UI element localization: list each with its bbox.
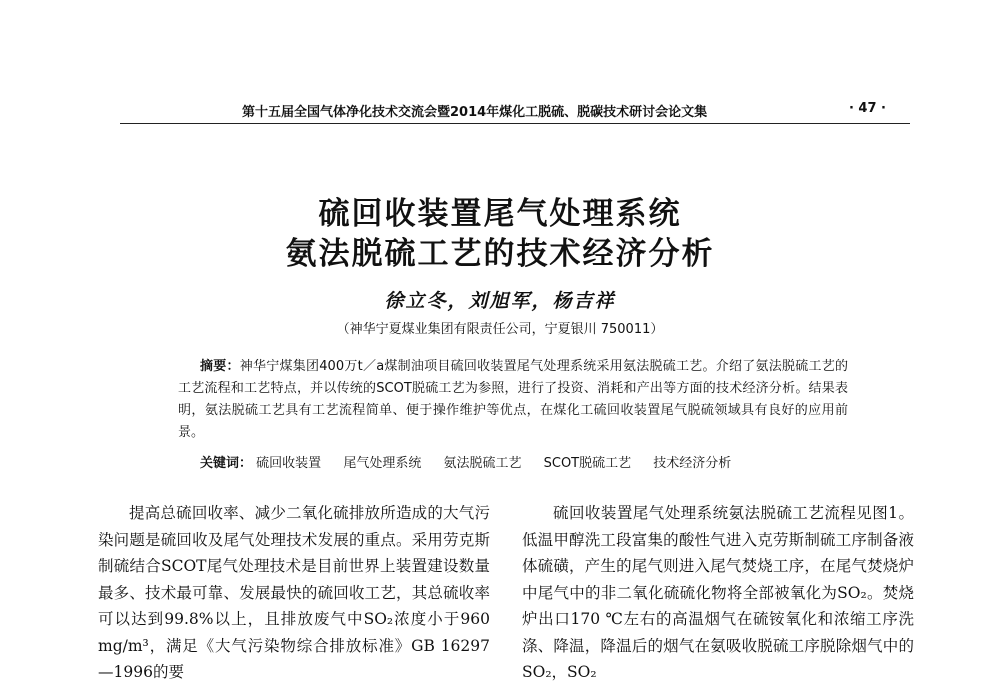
body-paragraph: 硫回收装置尾气处理系统氨法脱硫工艺流程见图1。低温甲醇洗工段富集的酸性气进入克劳斯制硫工序制备液体硫磺，产生的尾气则进入尾气焚烧工序，在尾气焚烧炉中尾气中的非二氧化硫硫化物将全部被氧化为SO₂。焚烧炉出口170 ℃左右的高温烟气在硫铵氧化和浓缩工序洗涤、降温，降温后的烟气在氨吸收脱硫工序脱除烟气中的SO₂，SO₂: [522, 504, 914, 681]
affiliation: （神华宁夏煤业集团有限责任公司，宁夏银川 750011）: [336, 322, 664, 337]
paper-title-line-2: 氨法脱硫工艺的技术经济分析: [285, 236, 715, 272]
running-header: [120, 101, 910, 124]
body-paragraph: 提高总硫回收率、减少二氧化硫排放所造成的大气污染问题是硫回收及尾气处理技术发展的重点。采用劳克斯制硫结合SCOT尾气处理技术是目前世界上装置建设数量最多、技术最可靠、发展最快的硫回收工艺，其总硫收率可以达到99.8%以上，且排放废气中SO₂浓度小于960 mg/m³，满足《大气污染物综合排放标准》GB 16297—1996的要: [98, 504, 490, 681]
paper-title-line-1: 硫回收装置尾气处理系统: [318, 196, 682, 232]
keyword: 氨法脱硫工艺: [443, 456, 522, 471]
keyword: 尾气处理系统: [343, 456, 422, 471]
keywords: [200, 452, 850, 471]
abstract-label: 摘要：: [200, 359, 240, 374]
page-number: · 47 ·: [848, 101, 886, 116]
body-column-left: [98, 500, 490, 686]
abstract-text: 神华宁煤集团400万t／a煤制油项目硫回收装置尾气处理系统采用氨法脱硫工艺。介绍了氨法脱硫工艺的工艺流程和工艺特点，并以传统的SCOT脱硫工艺为参照，进行了投资、消耗和产出等方面的技术经济分析。结果表明，氨法脱硫工艺具有工艺流程简单、便于操作维护等优点，在煤化工硫回收装置尾气脱硫领域具有良好的应用前景。: [178, 359, 848, 440]
body-column-right: [522, 500, 914, 686]
keyword: 硫回收装置: [256, 456, 322, 471]
keyword: SCOT脱硫工艺: [543, 456, 632, 471]
abstract: [178, 356, 848, 444]
keyword: 技术经济分析: [653, 456, 732, 471]
running-title: 第十五届全国气体净化技术交流会暨2014年煤化工脱硫、脱碳技术研讨会论文集: [242, 105, 708, 120]
authors: 徐立冬，刘旭军，杨吉祥: [384, 290, 616, 312]
keywords-label: 关键词：: [200, 456, 253, 471]
